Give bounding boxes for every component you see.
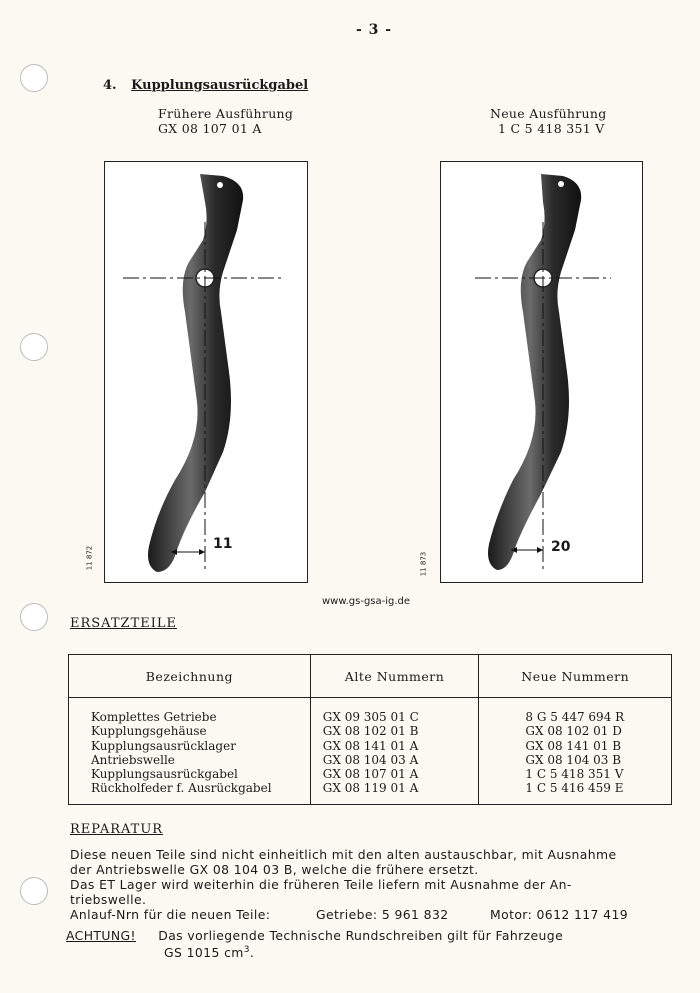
table-header-row — [69, 655, 672, 698]
repair-line: triebswelle. — [70, 892, 147, 907]
table-cell: GX 08 119 01 A — [322, 781, 419, 796]
alte-nummern-cell — [310, 698, 479, 805]
anlauf-getriebe: Getriebe: 5 961 832 — [316, 907, 449, 922]
anlauf-line — [70, 907, 680, 922]
punch-hole-3 — [20, 603, 48, 631]
note-end: . — [249, 945, 255, 961]
table-cell: 1 C 5 416 459 E — [525, 781, 624, 796]
old-dimension-label: 11 — [213, 536, 233, 552]
anlauf-label: Anlauf-Nrn für die neuen Teile: — [70, 907, 271, 922]
repair-line: Das ET Lager wird weiterhin die früheren Teile liefern mit Ausnahme der An- — [70, 877, 572, 892]
old-fork-top-hole — [217, 182, 223, 188]
table-cell: Antriebswelle — [91, 752, 175, 767]
table-body-row — [69, 698, 672, 805]
section-title: Kupplungsausrückgabel — [131, 78, 309, 93]
table-cell: GX 08 104 03 B — [525, 752, 622, 767]
table-cell: 1 C 5 418 351 V — [525, 767, 624, 782]
spare-parts-heading: ERSATZTEILE — [70, 616, 177, 631]
website-watermark: www.gs-gsa-ig.de — [322, 596, 411, 607]
punch-hole-2 — [20, 333, 48, 361]
note-line1: Das vorliegende Technische Rundschreiben gilt für Fahrzeuge — [158, 928, 564, 943]
table-cell: Rückholfeder f. Ausrückgabel — [91, 781, 272, 796]
table-cell: Komplettes Getriebe — [91, 710, 217, 724]
anlauf-motor: Motor: 0612 117 419 — [490, 907, 629, 922]
note-label: ACHTUNG! — [66, 928, 136, 943]
new-version-heading — [490, 106, 607, 136]
old-fork-photo — [85, 161, 308, 583]
table-cell: GX 08 141 01 B — [525, 738, 622, 753]
old-version-title: Frühere Ausführung — [158, 106, 294, 121]
bezeichnung-cell — [69, 698, 311, 805]
punch-hole-1 — [20, 64, 48, 92]
neue-nummern-cell — [479, 698, 672, 805]
table-cell: GX 08 102 01 B — [322, 724, 419, 739]
repair-line: Diese neuen Teile sind nicht einheitlich mit den alten austauschbar, mit Ausnahme — [70, 847, 617, 862]
table-cell: GX 08 141 01 A — [322, 738, 419, 753]
table-cell: GX 08 102 01 D — [525, 724, 622, 739]
new-version-part-no: 1 C 5 418 351 V — [498, 121, 605, 136]
note-line2-wrap — [66, 943, 666, 960]
new-fork-drawing — [441, 162, 642, 582]
table-cell: Kupplungsausrückgabel — [91, 767, 238, 782]
section-heading — [103, 78, 308, 93]
new-dimension-label: 20 — [551, 539, 571, 555]
old-version-part-no: GX 08 107 01 A — [158, 121, 262, 136]
new-fork-top-hole — [558, 181, 564, 187]
old-photo-number: 11 872 — [85, 545, 94, 571]
old-fork-drawing — [105, 162, 307, 582]
table-cell: GX 09 305 01 C — [322, 710, 419, 724]
table-cell: Kupplungsgehäuse — [91, 724, 207, 739]
repair-heading: REPARATUR — [70, 822, 164, 837]
old-version-heading — [158, 106, 293, 136]
col-header-neue-nummern: Neue Nummern — [479, 655, 672, 698]
new-fork-photo — [419, 161, 643, 583]
note — [66, 928, 666, 960]
table-cell: Kupplungsausrücklager — [91, 738, 236, 753]
spare-parts-table — [68, 654, 672, 805]
table-cell: GX 08 104 03 A — [322, 752, 419, 767]
new-fork-shape — [488, 174, 581, 570]
punch-hole-4 — [20, 877, 48, 905]
repair-text — [70, 847, 680, 922]
section-number: 4. — [103, 78, 117, 93]
new-version-title: Neue Ausführung — [490, 106, 607, 121]
page-number: - 3 - — [356, 22, 393, 38]
new-photo-number: 11 873 — [419, 551, 428, 577]
repair-line: der Antriebswelle GX 08 104 03 B, welche die frühere ersetzt. — [70, 862, 479, 877]
table-cell: 8 G 5 447 694 R — [525, 710, 625, 724]
table-cell: GX 08 107 01 A — [322, 767, 419, 782]
note-line2: GS 1015 cm — [164, 945, 244, 961]
col-header-alte-nummern: Alte Nummern — [310, 655, 479, 698]
old-fork-shape — [148, 174, 243, 572]
col-header-bezeichnung: Bezeichnung — [69, 655, 311, 698]
note-sup: 3 — [243, 945, 250, 955]
